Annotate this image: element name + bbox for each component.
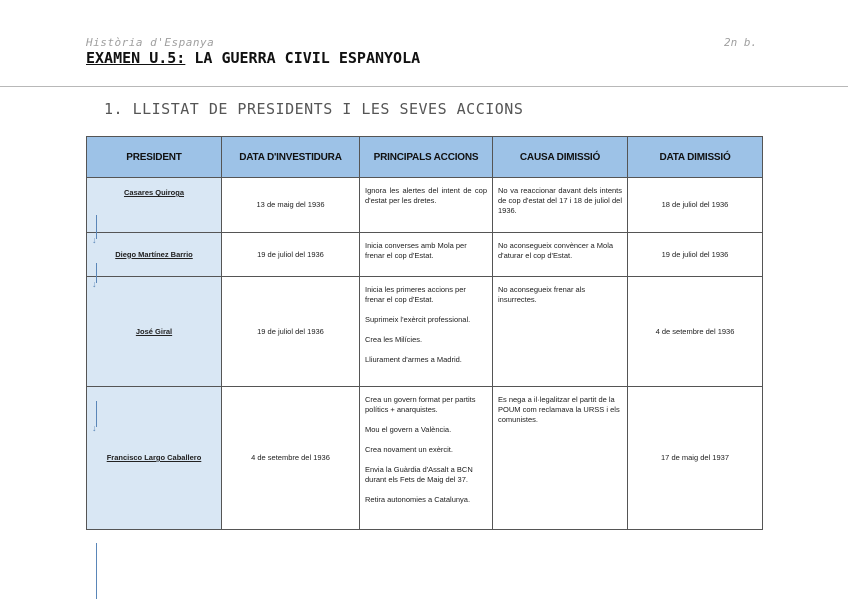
action-item: Crea novament un exèrcit. [365,445,453,454]
resignation-date: 4 de setembre del 1936 [628,277,763,387]
resignation-date: 17 de maig del 1937 [628,387,763,530]
exam-title [86,49,420,67]
action-item: Retira autonomies a Catalunya. [365,495,471,504]
investiture-date: 19 de juliol del 1936 [222,277,360,387]
investiture-date: 19 de juliol del 1936 [222,233,360,277]
investiture-date: 13 de maig del 1936 [222,178,360,233]
header-investiture: DATA D'INVESTIDURA [222,137,360,178]
president-name: José Giral [87,277,222,387]
header-divider [0,86,848,87]
president-name: Francisco Largo Caballero [87,387,222,530]
action-item: Suprimeix l'exèrcit professional. [365,315,471,324]
exam-name: LA GUERRA CIVIL ESPANYOLA [194,49,421,67]
cause-cell: No va reaccionar davant dels intents de cop d'estat del 17 i 18 de juliol del 1936. [493,178,628,233]
cause-cell: Es nega a il·legalitzar el partit de la POUM com reclamava la URSS i els comunistes. [493,387,628,530]
presidents-table [86,136,763,530]
president-name: Diego Martínez Barrio [87,233,222,277]
subject-label: Història d'Espanya [86,36,215,49]
header-actions: PRINCIPALS ACCIONS [360,137,493,178]
table-row [87,178,763,233]
action-item: Inicia converses amb Mola per frenar el cop d'Estat. [365,241,467,260]
header-president: PRESIDENT [87,137,222,178]
header-resignation: DATA DIMISSIÓ [628,137,763,178]
action-item: Inicia les primeres accions per frenar el cop d'Estat. [365,285,466,304]
resignation-date: 19 de juliol del 1936 [628,233,763,277]
connector-line [96,543,97,599]
resignation-date: 18 de juliol del 1936 [628,178,763,233]
table-header-row [87,137,763,178]
action-item: Crea les Milícies. [365,335,423,344]
table-row [87,387,763,530]
header-cause: CAUSA DIMISSIÓ [493,137,628,178]
action-item: Lliurament d'armes a Madrid. [365,355,462,364]
table-row [87,277,763,387]
section-title: 1. LLISTAT DE PRESIDENTS I LES SEVES ACCIONS [104,100,524,118]
table-row [87,233,763,277]
actions-cell [360,277,493,387]
actions-cell [360,178,493,233]
course-label: 2n b. [724,36,758,49]
actions-cell [360,233,493,277]
action-item: Mou el govern a València. [365,425,452,434]
actions-cell [360,387,493,530]
president-name: Casares Quiroga [87,178,222,233]
cause-cell: No aconsegueix convèncer a Mola d'aturar el cop d'Estat. [493,233,628,277]
investiture-date: 4 de setembre del 1936 [222,387,360,530]
action-item: Ignora les alertes del intent de cop d'estat per les dretes. [365,186,487,205]
exam-prefix: EXAMEN U.5: [86,49,186,67]
action-item: Envia la Guàrdia d'Assalt a BCN durant els Fets de Maig del 37. [365,465,473,484]
action-item: Crea un govern format per partits polítics + anarquistes. [365,395,476,414]
cause-cell: No aconsegueix frenar als insurrectes. [493,277,628,387]
